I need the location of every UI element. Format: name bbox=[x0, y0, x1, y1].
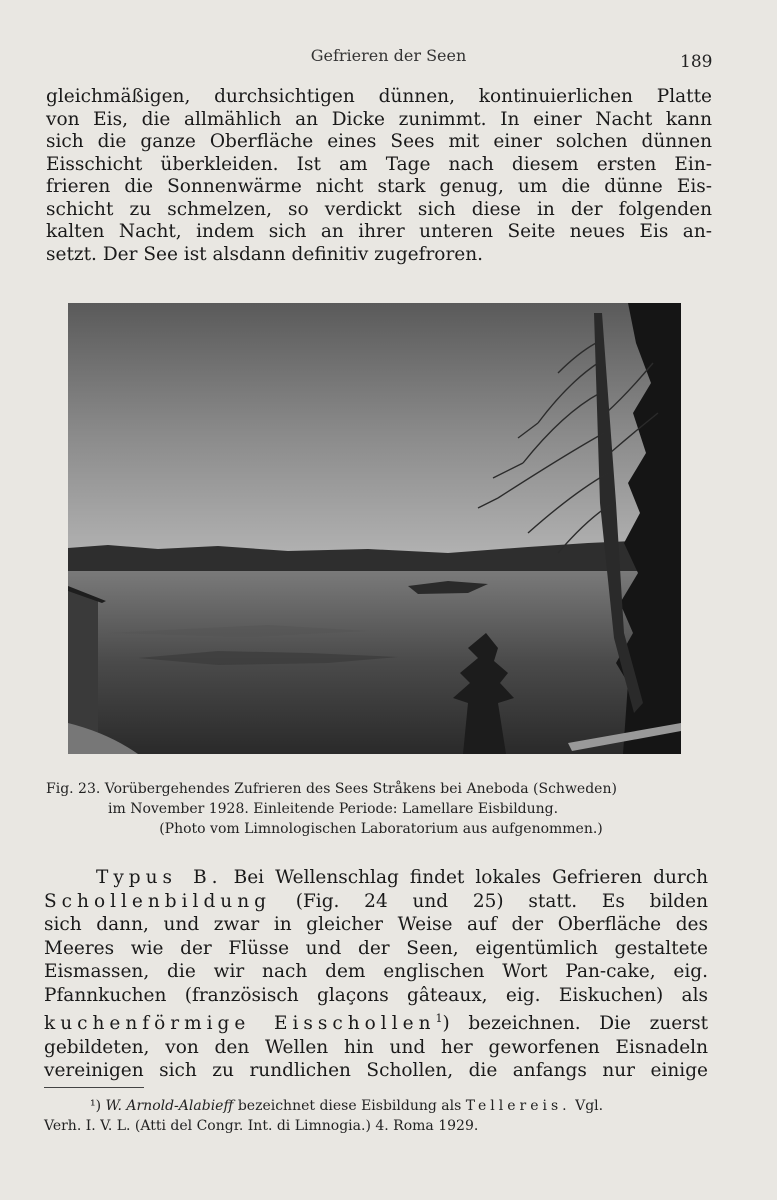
paragraph-line: schicht zu schmelzen, so verdickt sich diese in der folgenden bbox=[46, 198, 712, 220]
text-run: bezeichnet diese Eisbildung als bbox=[233, 1098, 466, 1114]
caption-line: Fig. 23. Vorübergehendes Zufrieren des Sees Stråkens bei Aneboda (Schweden) bbox=[46, 781, 617, 797]
footnote-line bbox=[44, 1096, 710, 1116]
figure-caption bbox=[46, 779, 716, 839]
text-run: (Fig. 24 und 25) statt. Es bilden bbox=[270, 890, 708, 912]
paragraph-line: frieren die Sonnenwärme nicht stark genug, um die dünne Eis- bbox=[46, 176, 712, 197]
text-run: ) bezeichnen. Die zuerst bbox=[442, 1013, 709, 1035]
caption-line: im November 1928. Einleitende Periode: Lamellare Eisbildung. bbox=[108, 801, 559, 817]
footnote-rule bbox=[44, 1087, 144, 1088]
paragraph-line: von Eis, die allmählich an Dicke zunimmt. In einer Nacht kann bbox=[46, 108, 712, 130]
paragraph-line: Eismassen, die wir nach dem englischen Wort Pan-cake, eig. bbox=[44, 961, 708, 982]
paragraph-line: setzt. Der See ist alsdann definitiv zugefroren. bbox=[46, 243, 484, 265]
footnote-ref: 1 bbox=[435, 1012, 443, 1025]
paragraph-2 bbox=[44, 866, 708, 1083]
paragraph-line: sich die ganze Oberfläche eines Sees mit einer solchen dünnen bbox=[46, 131, 712, 152]
lake-photograph bbox=[68, 303, 681, 754]
paragraph-line: gleichmäßigen, durchsichtigen dünnen, kontinuierlichen Platte bbox=[46, 86, 712, 107]
footnote-author: W. Arnold-Alabieff bbox=[105, 1098, 234, 1114]
paragraph-line: kalten Nacht, indem sich an ihrer unteren Seite neues Eis an- bbox=[46, 221, 712, 242]
paragraph-line bbox=[44, 1007, 708, 1036]
lake-photo-illustration bbox=[68, 303, 681, 754]
paragraph-line: vereinigen sich zu rundlichen Schollen, die anfangs nur einige bbox=[44, 1060, 708, 1082]
caption-credit: (Photo vom Limnologischen Laboratorium aus aufgenommen.) bbox=[159, 821, 603, 837]
footnote-line: Verh. I. V. L. (Atti del Congr. Int. di Limnogia.) 4. Roma 1929. bbox=[44, 1118, 479, 1134]
page-number: 189 bbox=[680, 52, 713, 72]
footnote-marker: ¹) bbox=[90, 1098, 102, 1114]
paragraph-line: Eisschicht überkleiden. Ist am Tage nach diesem ersten Ein- bbox=[46, 153, 712, 175]
spaced-emphasis: Typus B. bbox=[96, 867, 223, 888]
paragraph-line: gebildeten, von den Wellen hin und her geworfenen Eisnadeln bbox=[44, 1036, 708, 1058]
paragraph-line: Pfannkuchen (französisch glaçons gâteaux, eig. Eiskuchen) als bbox=[44, 984, 708, 1006]
paragraph-line bbox=[44, 866, 708, 890]
footnote bbox=[44, 1096, 710, 1136]
text-run: Bei Wellenschlag findet lokales Gefrieren durch bbox=[222, 867, 708, 888]
running-title: Gefrieren der Seen bbox=[310, 46, 467, 65]
paragraph-line: Meeres wie der Flüsse und der Seen, eigentümlich gestaltete bbox=[44, 937, 708, 959]
text-run: Vgl. bbox=[570, 1098, 604, 1114]
paragraph-line bbox=[44, 890, 708, 914]
paragraph-line: sich dann, und zwar in gleicher Weise auf der Oberfläche des bbox=[44, 914, 708, 935]
spaced-emphasis: kuchenförmige Eisschollen bbox=[44, 1013, 436, 1035]
spaced-emphasis: Schollenbildung bbox=[44, 890, 271, 912]
paragraph-1 bbox=[46, 86, 712, 266]
spaced-emphasis: Tellereis. bbox=[465, 1098, 571, 1114]
